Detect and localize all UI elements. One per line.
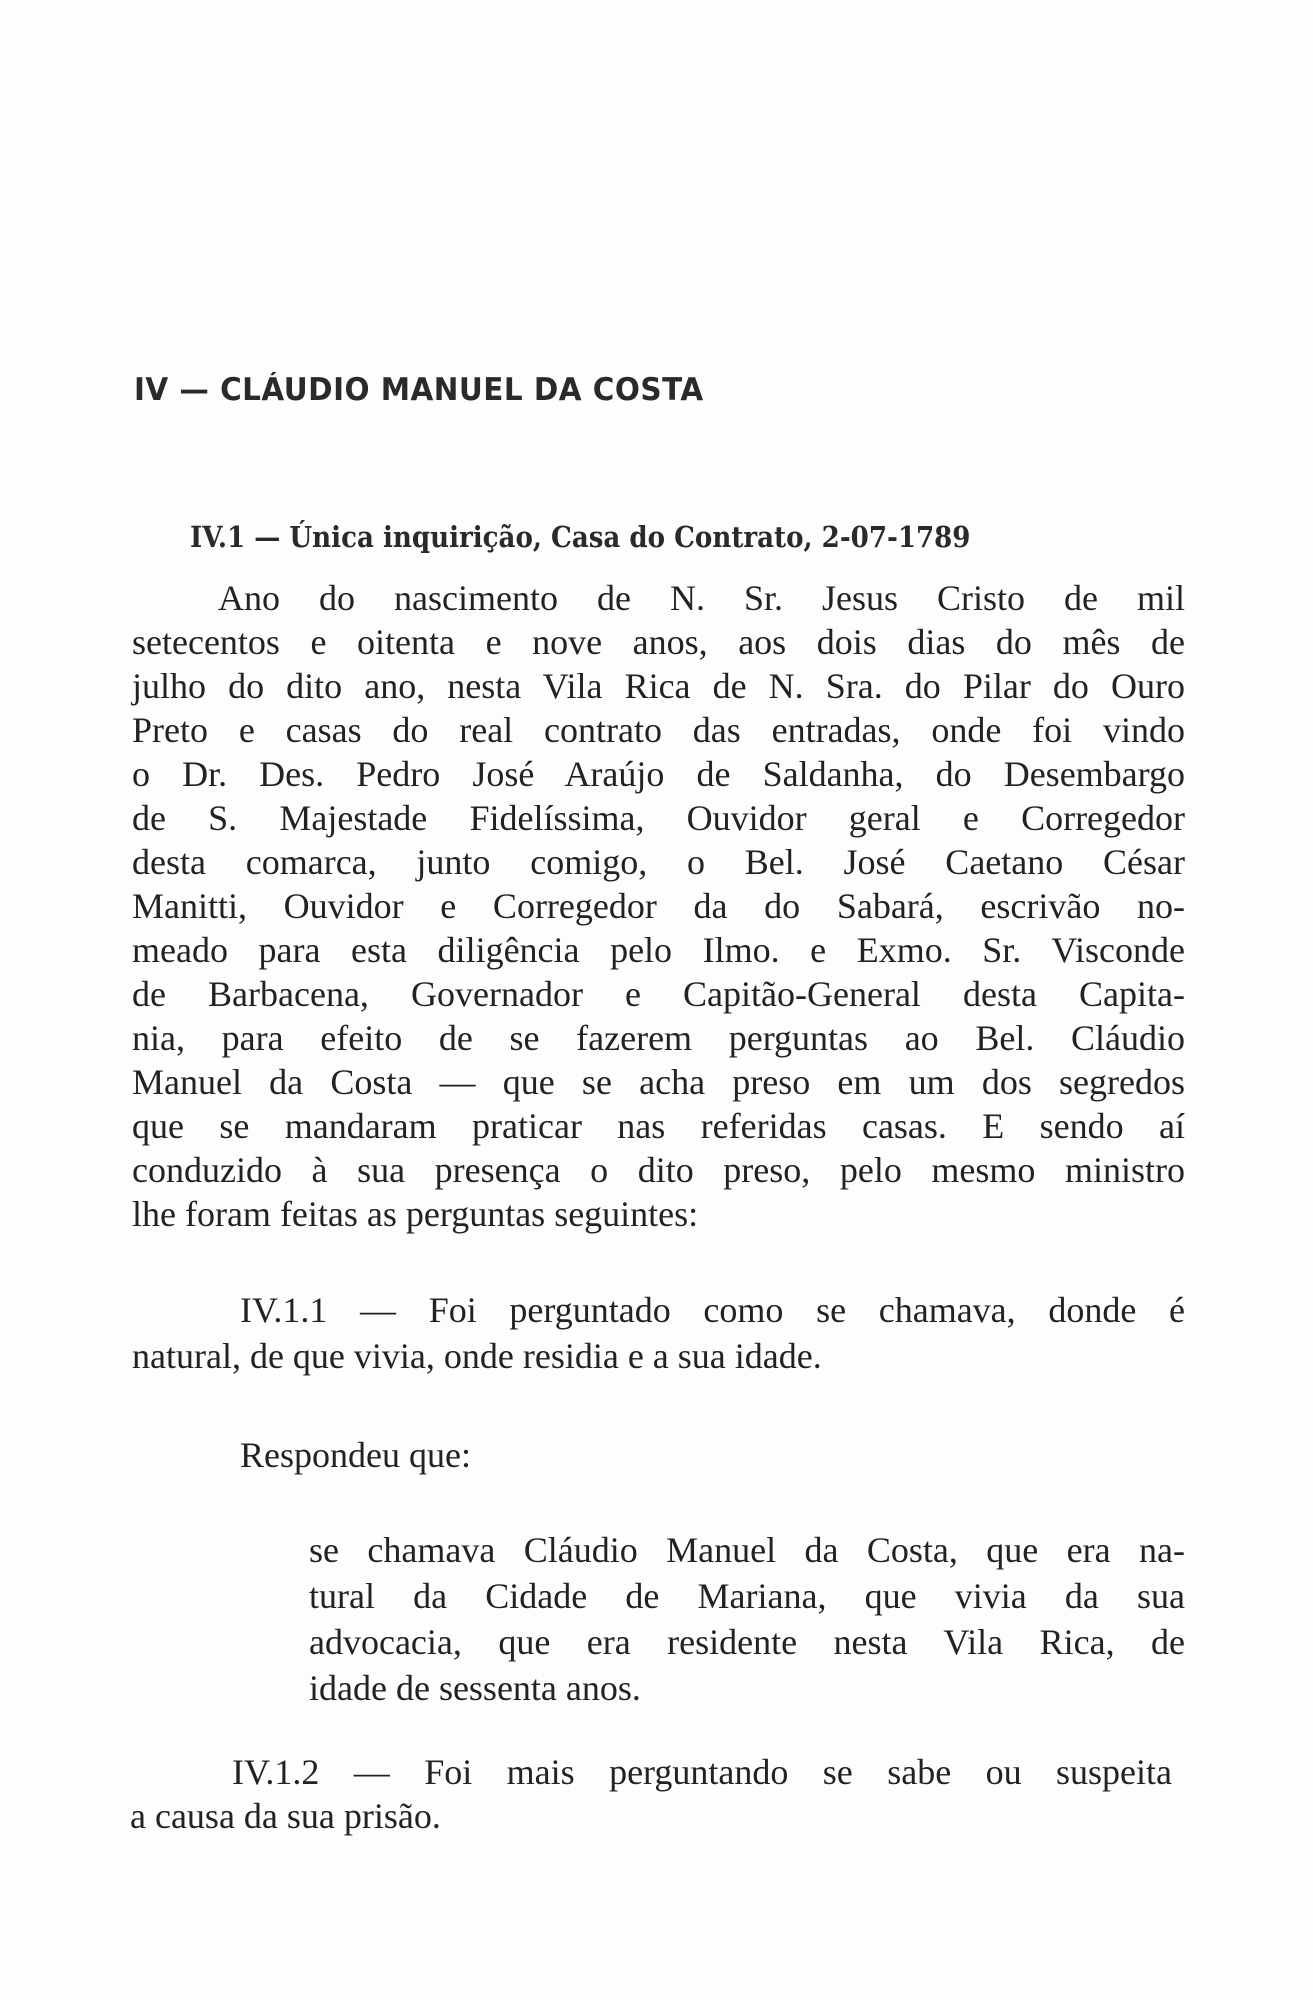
answer-line: se chamava Cláudio Manuel da Costa, que era na-	[309, 1530, 1185, 1570]
paragraph-line: lhe foram feitas as perguntas seguintes:	[132, 1194, 699, 1234]
section-title: IV.1 — Única inquirição, Casa do Contrato, 2-07-1789	[190, 520, 971, 554]
paragraph-line: o Dr. Des. Pedro José Araújo de Saldanha, do Desembargo	[132, 754, 1185, 794]
paragraph-line: Manuel da Costa — que se acha preso em um dos segredos	[132, 1062, 1185, 1102]
response-label: Respondeu que:	[240, 1435, 471, 1475]
paragraph-line: de Barbacena, Governador e Capitão-General desta Capita-	[132, 974, 1185, 1014]
paragraph-line: Ano do nascimento de N. Sr. Jesus Cristo de mil	[218, 578, 1185, 618]
paragraph-line: setecentos e oitenta e nove anos, aos dois dias do mês de	[132, 622, 1185, 662]
question-line: IV.1.1 — Foi perguntado como se chamava, donde é	[240, 1290, 1185, 1330]
paragraph-line: julho do dito ano, nesta Vila Rica de N. Sra. do Pilar do Ouro	[132, 666, 1185, 706]
paragraph-line: desta comarca, junto comigo, o Bel. José Caetano César	[132, 842, 1185, 882]
paragraph-line: Preto e casas do real contrato das entradas, onde foi vindo	[132, 710, 1185, 750]
chapter-title: IV — CLÁUDIO MANUEL DA COSTA	[134, 372, 704, 408]
paragraph-line: conduzido à sua presença o dito preso, pelo mesmo ministro	[132, 1150, 1185, 1190]
question-line: a causa da sua prisão.	[130, 1796, 441, 1836]
paragraph-line: que se mandaram praticar nas referidas casas. E sendo aí	[132, 1106, 1185, 1146]
answer-line: advocacia, que era residente nesta Vila Rica, de	[309, 1622, 1185, 1662]
question-line: IV.1.2 — Foi mais perguntando se sabe ou suspeita	[232, 1752, 1172, 1792]
answer-line: tural da Cidade de Mariana, que vivia da sua	[309, 1576, 1185, 1616]
paragraph-line: meado para esta diligência pelo Ilmo. e Exmo. Sr. Visconde	[132, 930, 1185, 970]
paragraph-line: Manitti, Ouvidor e Corregedor da do Sabará, escrivão no-	[132, 886, 1185, 926]
paragraph-line: de S. Majestade Fidelíssima, Ouvidor geral e Corregedor	[132, 798, 1185, 838]
paragraph-line: nia, para efeito de se fazerem perguntas ao Bel. Cláudio	[132, 1018, 1185, 1058]
question-line: natural, de que vivia, onde residia e a sua idade.	[132, 1336, 822, 1376]
answer-line: idade de sessenta anos.	[309, 1668, 641, 1708]
